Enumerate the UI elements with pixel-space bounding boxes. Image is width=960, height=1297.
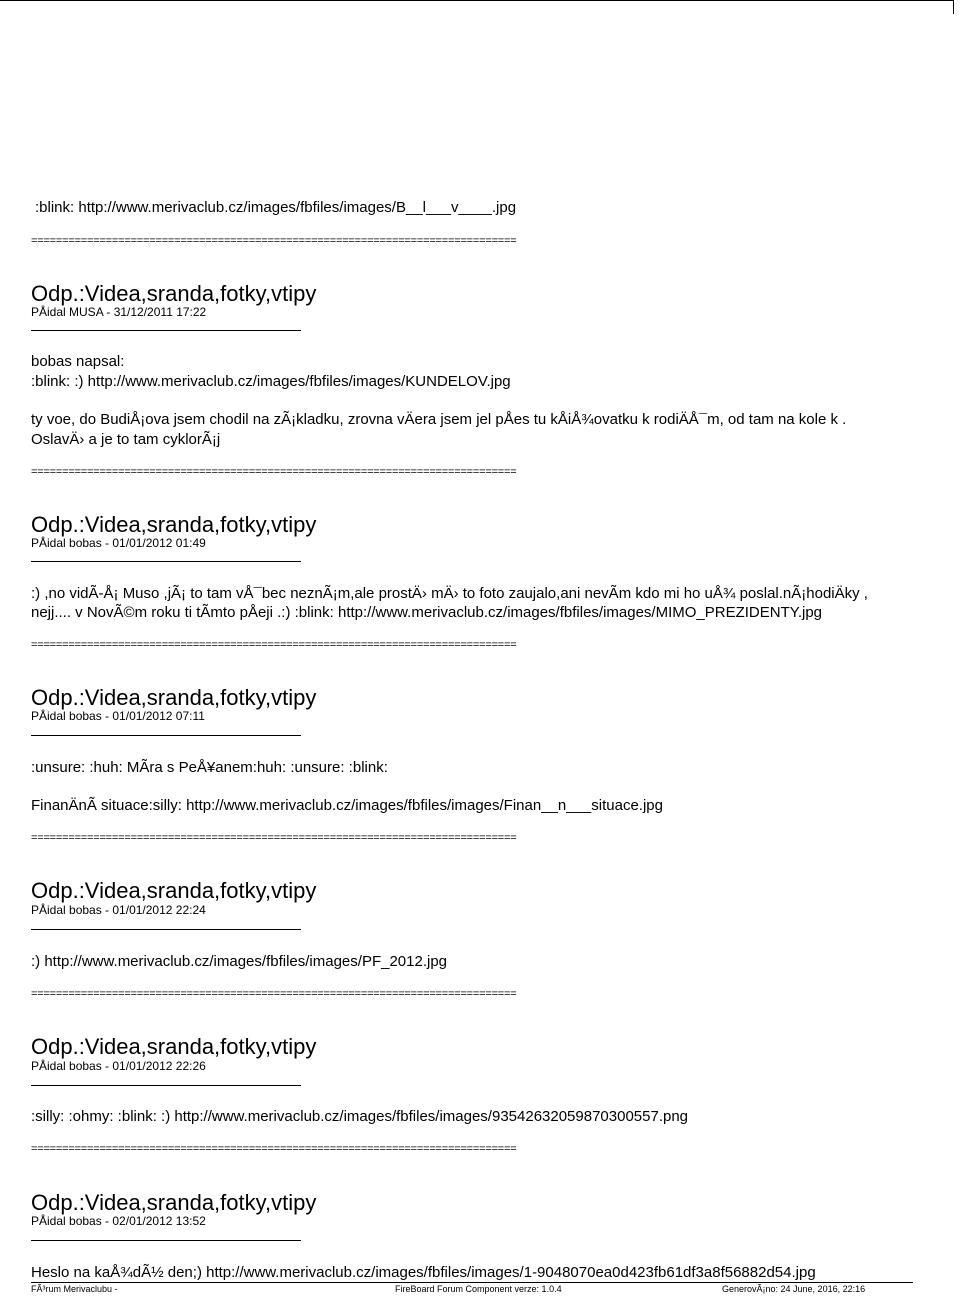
post-meta: PÅidal bobas - 01/01/2012 01:49 [31, 536, 206, 550]
intro-link-line: :blink: http://www.merivaclub.cz/images/fbfiles/images/B__l___v____.jpg [35, 199, 517, 216]
post-line: :blink: :) http://www.merivaclub.cz/images/fbfiles/images/KUNDELOV.jpg [31, 373, 511, 390]
meta-rule [31, 929, 301, 930]
separator: ============================================================================== [31, 466, 517, 478]
page-top-border [0, 0, 954, 1]
post-line: :) ,no vidÃ-Å¡ Muso ,jÃ¡ to tam vÅ¯bec neznÃ¡m,ale prostÄ› mÄ› to foto zaujalo,ani nevÃm kdo mi ho uÅ¾ poslal.nÃ¡hodiÄky , [31, 585, 868, 602]
post-line: :silly: :ohmy: :blink: :) http://www.merivaclub.cz/images/fbfiles/images/93542632059870300557.png [31, 1108, 689, 1125]
post-line: nejj.... v NovÃ©m roku ti tÃmto pÅeji .:) :blink: http://www.merivaclub.cz/images/fbfiles/images/MIMO_PREZIDENTY.jpg [31, 604, 823, 621]
post-title: Odp.:Videa,sranda,fotky,vtipy [31, 512, 317, 537]
separator: ============================================================================== [31, 1143, 517, 1155]
meta-rule [31, 1085, 301, 1086]
meta-rule [31, 1240, 301, 1241]
post-line: OslavÄ› a je to tam cyklorÃ¡j [31, 431, 221, 448]
post-meta: PÅidal MUSA - 31/12/2011 17:22 [31, 305, 207, 319]
post-line: FinanÄnÃ situace:silly: http://www.merivaclub.cz/images/fbfiles/images/Finan__n___situace.jpg [31, 797, 663, 814]
post-line: :unsure: :huh: MÃra s PeÅ¥anem:huh: :unsure: :blink: [31, 759, 388, 776]
footer-forum-name: FÃ³rum Merivaclubu - [31, 1284, 118, 1294]
post-meta: PÅidal bobas - 01/01/2012 07:11 [31, 709, 205, 723]
separator: ============================================================================== [31, 639, 517, 651]
post-meta: PÅidal bobas - 02/01/2012 13:52 [31, 1214, 206, 1228]
post-title: Odp.:Videa,sranda,fotky,vtipy [31, 281, 317, 306]
footer-rule [31, 1282, 913, 1283]
separator: ============================================================================== [31, 235, 517, 247]
post-line: :) http://www.merivaclub.cz/images/fbfiles/images/PF_2012.jpg [31, 953, 448, 970]
post-title: Odp.:Videa,sranda,fotky,vtipy [31, 1190, 317, 1215]
post-line: ty voe, do BudiÅ¡ova jsem chodil na zÃ¡kladku, zrovna vÄera jsem jel pÅes tu kÅiÅ¾ovatku k rodiÄÅ¯m, od tam na kole k . [31, 411, 847, 428]
post-line: bobas napsal: [31, 353, 125, 370]
post-meta: PÅidal bobas - 01/01/2012 22:24 [31, 903, 206, 917]
post-meta: PÅidal bobas - 01/01/2012 22:26 [31, 1059, 206, 1073]
post-title: Odp.:Videa,sranda,fotky,vtipy [31, 685, 317, 710]
separator: ============================================================================== [31, 988, 517, 1000]
meta-rule [31, 735, 301, 736]
meta-rule [31, 330, 301, 331]
post-title: Odp.:Videa,sranda,fotky,vtipy [31, 1034, 317, 1059]
footer-component: FireBoard Forum Component verze: 1.0.4 [395, 1284, 562, 1294]
footer-generated: GenerovÃ¡no: 24 June, 2016, 22:16 [722, 1284, 866, 1294]
separator: ============================================================================== [31, 832, 517, 844]
page-corner-mark [953, 0, 954, 14]
post-title: Odp.:Videa,sranda,fotky,vtipy [31, 878, 317, 903]
post-line: Heslo na kaÅ¾dÃ½ den;) http://www.merivaclub.cz/images/fbfiles/images/1-9048070ea0d423fb61df3a8f56882d54.jpg [31, 1264, 816, 1281]
meta-rule [31, 561, 301, 562]
